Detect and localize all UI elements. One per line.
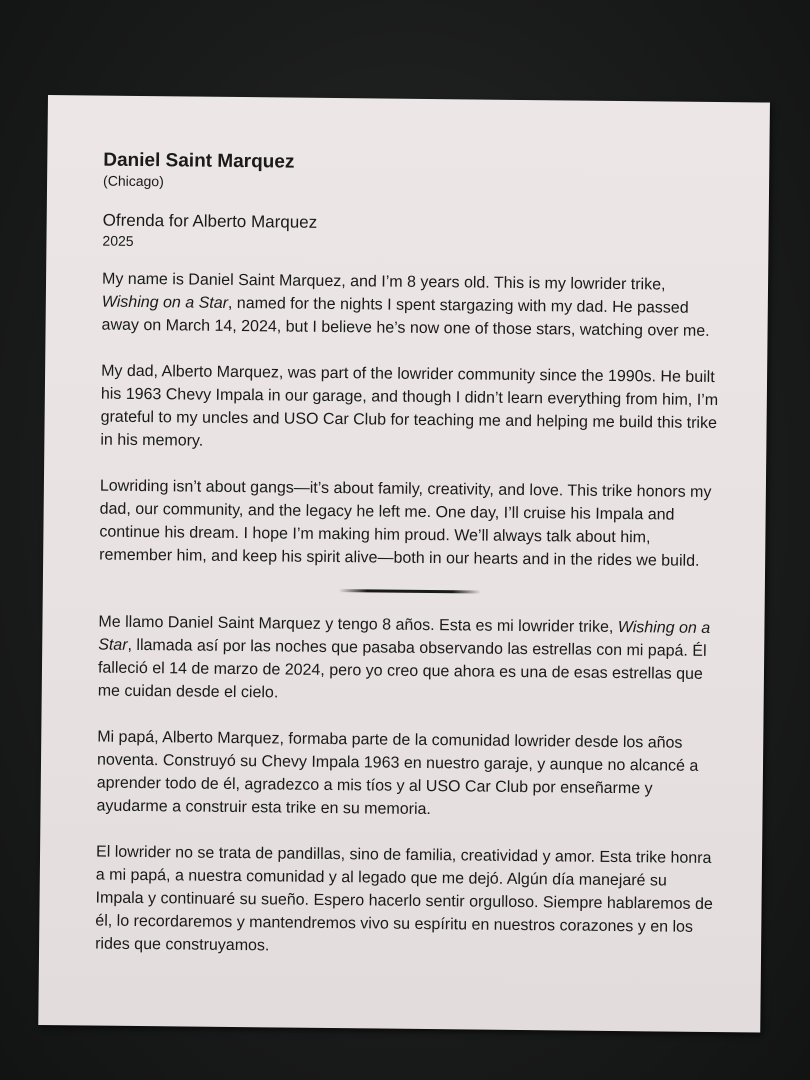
english-paragraph-3: Lowriding isn’t about gangs—it’s about family, creativity, and love. This trike honors my dad, our community, and the legacy he left me. One day, I’ll cruise his Impala and continue his dream. I hope I’m making him proud. We’ll always talk about him, remember him, and keep his spirit alive—both in our hearts and in the rides we build. bbox=[99, 477, 712, 570]
language-divider bbox=[99, 567, 719, 617]
divider-line bbox=[339, 589, 481, 593]
spanish-trike-title: Wishing on a Star bbox=[98, 618, 711, 654]
english-trike-title: Wishing on a Star bbox=[101, 293, 229, 312]
museum-wall-label bbox=[38, 95, 770, 1033]
work-year: 2025 bbox=[102, 232, 134, 249]
spanish-paragraph-3: El lowrider no se trata de pandillas, sino de familia, creatividad y amor. Esta trike honra a mi papá, a nuestra comunidad y al legado que me dejó. Algún día manejaré su Impala y continuaré su sueño. Espero hacerlo sentir orgulloso. Siempre hablaremos de él, lo recordaremos y mantendremos vivo su espíritu en nuestros corazones y en los rides que construyamos. bbox=[95, 843, 713, 955]
spanish-paragraph-2: Mi papá, Alberto Marquez, formaba parte de la comunidad lowrider desde los años noventa. Construyó su Chevy Impala 1963 en nuestro garaje, y aunque no alcancé a aprender todo de él, agradezco a mis tíos y al USO Car Club por enseñarme y ayudarme a construir esta trike en su memoria. bbox=[96, 728, 699, 819]
work-title: Ofrenda for Alberto Marquez bbox=[102, 210, 318, 232]
english-p1-text-b: , named for the nights I spent stargazing with my dad. He passed away on March 14, 2024, but I believe he’s now one of those stars, watching over me. bbox=[101, 294, 710, 340]
artist-name: Daniel Saint Marquez bbox=[103, 149, 295, 173]
english-p1-text-a: My name is Daniel Saint Marquez, and I’m 8 years old. This is my lowrider trike, bbox=[101, 270, 666, 294]
english-paragraph-2: My dad, Alberto Marquez, was part of the lowrider community since the 1990s. He built his 1963 Chevy Impala in our garage, and though I didn’t learn everything from him, I’m grateful to my uncles and USO Car Club for teaching me and helping me build this trike in his memory. bbox=[100, 362, 719, 450]
label-content bbox=[95, 150, 723, 962]
spanish-p1-text-a: Me llamo Daniel Saint Marquez y tengo 8 años. Esta es mi lowrider trike, bbox=[98, 613, 618, 636]
spanish-p1-text-b: , llamada así por las noches que pasaba observando las estrellas con mi papá. Él falleció el 14 de marzo de 2024, pero yo creo que ahora es una de esas estrellas que me cuidan desde el cielo. bbox=[97, 636, 707, 702]
english-paragraph-1 bbox=[101, 268, 722, 343]
spanish-paragraph-1 bbox=[98, 611, 719, 709]
artist-city: (Chicago) bbox=[103, 172, 164, 190]
